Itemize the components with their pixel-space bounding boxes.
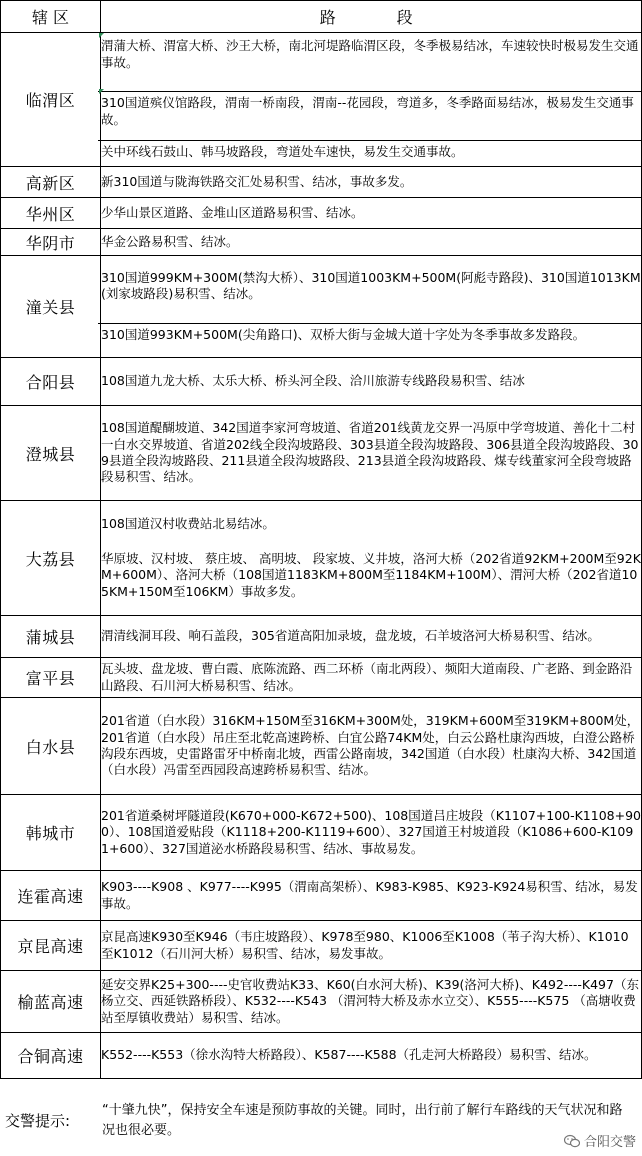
table-row bbox=[1, 616, 642, 658]
road-segment: 201省道（白水段）316KM+150M至316KM+300M处，319KM+600M至319KM+800M处，201省道（白水段）吊庄至北乾高速跨桥、白宜公路74KM处，白云公路杜康沟西坡，白澄公路桥沟段东西坡，史雷路雷牙中桥南北坡，西雷公路南坡，342国道（白水段）杜康沟大桥、342国道（白水段）冯雷至西园段高速跨桥易积雪、结冰。 bbox=[101, 698, 642, 795]
cell-corner-mark bbox=[99, 89, 104, 94]
traffic-police-tip bbox=[0, 1080, 642, 1156]
table-row bbox=[1, 1033, 642, 1079]
tip-text: “十肇九快”，保持安全车速是预防事故的关键。同时，出行前了解行车路线的天气状况和路况也很必要。 bbox=[102, 1103, 623, 1138]
table-row bbox=[1, 229, 642, 256]
road-segment: 渭清线洞耳段、响石盖段，305省道高阳加录坡，盘龙坡，石羊坡洛河大桥易积雪、结冰。 bbox=[101, 616, 642, 658]
table-row bbox=[1, 198, 642, 229]
road-segment: 310国道殡仪馆路段，渭南一桥南段，渭南--花园段，弯道多，冬季路面易结冰，极易发生交通事故。 bbox=[98, 91, 642, 140]
road-segment: 108国道醍醐坡道、342国道李家河弯坡道、省道201线黄龙交界一冯原中学弯坡道、善化十二村一白水交界坡道、省道202线全段沟坡路段、303县道全段沟坡路段、306县道全段沟坡路段、309县道全段沟坡路段、211县道全段沟坡路段、213县道全段沟坡路段、煤专线董家河全段弯坡路段易积雪、结冰。 bbox=[101, 406, 642, 501]
road-segment: 渭蒲大桥、渭富大桥、沙王大桥，南北河堤路临渭区段，冬季极易结冰，车速较快时极易发生交通事故。 bbox=[101, 38, 639, 70]
table-row bbox=[1, 358, 642, 406]
table-header-row bbox=[1, 1, 642, 33]
district-name: 韩城市 bbox=[1, 795, 101, 871]
table-row bbox=[1, 33, 642, 167]
road-segment: 瓦头坡、盘龙坡、曹白霞、底陈流路、西二环桥（南北两段）、频阳大道南段、广老路、到金路沿山路段、石川河大桥易积雪、结冰。 bbox=[101, 658, 642, 698]
road-segment: 少华山景区道路、金堆山区道路易积雪、结冰。 bbox=[101, 198, 642, 229]
road-segment: 310国道993KM+500M(尖角路口)、双桥大街与金城大道十字处为冬季事故多发路段。 bbox=[98, 323, 642, 344]
district-name: 高新区 bbox=[1, 167, 101, 198]
road-segment: 京昆高速K930至K946（韦庄坡路段）、K978至980、K1006至K1008（苇子沟大桥）、K1010至K1012（石川河大桥）易积雪、结冰，易发事故。 bbox=[101, 921, 642, 971]
district-name: 榆蓝高速 bbox=[1, 971, 101, 1033]
table-row bbox=[1, 971, 642, 1033]
district-name: 富平县 bbox=[1, 658, 101, 698]
district-name: 合铜高速 bbox=[1, 1033, 101, 1079]
road-segment: 310国道999KM+300M(禁沟大桥）、310国道1003KM+500M(阿彪寺路段)、310国道1013KM(刘家坡路段)易积雪、结冰。 bbox=[101, 269, 641, 302]
table-row bbox=[1, 167, 642, 198]
district-name: 华州区 bbox=[1, 198, 101, 229]
district-name: 京昆高速 bbox=[1, 921, 101, 971]
district-name: 蒲城县 bbox=[1, 616, 101, 658]
district-name: 华阴市 bbox=[1, 229, 101, 256]
tip-label: 交警提示: bbox=[5, 1112, 71, 1130]
road-cell bbox=[101, 33, 642, 167]
district-name: 潼关县 bbox=[1, 256, 101, 358]
district-name: 合阳县 bbox=[1, 358, 101, 406]
watermark-text: 合阳交警 bbox=[583, 1135, 636, 1150]
road-segment: 关中环线石鼓山、韩马坡路段，弯道处车速快，易发生交通事故。 bbox=[98, 140, 642, 161]
road-segment: 新310国道与陇海铁路交汇处易积雪、结冰，事故多发。 bbox=[101, 167, 642, 198]
table-row bbox=[1, 406, 642, 501]
cell-corner-mark bbox=[99, 33, 104, 38]
road-segment: 华原坡、汉村坡、 蔡庄坡、 高明坡、 段家坡、义井坡，洛河大桥（202省道92KM+200M至92KM+600M）、洛河大桥（108国道1183KM+800M至1184KM+100M）、渭河大桥（202省道105KM+150M至106KM）事故多发。 bbox=[101, 551, 641, 599]
table-row bbox=[1, 795, 642, 871]
district-name: 大荔县 bbox=[1, 501, 101, 616]
district-column-header: 辖 区 bbox=[1, 1, 101, 33]
road-cell bbox=[101, 501, 642, 616]
table-row bbox=[1, 921, 642, 971]
table-row bbox=[1, 871, 642, 921]
road-segment: 201省道桑树坪隧道段(K670+000-K672+500)、108国道吕庄坡段（K1107+100-K1108+900）、108国道爱贴段（K1118+200-K1119+600）、327国道王村坡道段（K1086+600-K1091+600）、327国道泌水桥路段易积雪、结冰、事故易发。 bbox=[101, 795, 642, 871]
district-name: 临渭区 bbox=[1, 33, 101, 167]
table-row bbox=[1, 501, 642, 616]
wechat-icon bbox=[564, 1134, 580, 1148]
table-row bbox=[1, 256, 642, 358]
road-segment: 108国道汉村收费站北易结冰。 bbox=[101, 516, 275, 532]
road-segment: K903----K908 、K977----K995（渭南高架桥）、K983-K985、K923-K924易积雪、结冰，易发事故。 bbox=[101, 871, 642, 921]
district-name: 白水县 bbox=[1, 698, 101, 795]
road-segment: 延安交界K25+300----史官收费站K33、K60(白水河大桥)、K39(洛河大桥)、K492----K497（东杨立交、西延铁路桥段）、K532----K543 （渭河特大桥及赤水立交）、K555----K575 （高塘收费站至厚镇收费站）易积雪、结冰。 bbox=[101, 971, 642, 1033]
table-row bbox=[1, 658, 642, 698]
watermark bbox=[564, 1131, 636, 1150]
district-name: 澄城县 bbox=[1, 406, 101, 501]
road-segment: 108国道九龙大桥、太乐大桥、桥头河全段、洽川旅游专线路段易积雪、结冰 bbox=[101, 358, 642, 406]
road-cell bbox=[101, 256, 642, 358]
road-segment: 华金公路易积雪、结冰。 bbox=[101, 229, 642, 256]
district-name: 连霍高速 bbox=[1, 871, 101, 921]
road-segment: K552----K553（徐水沟特大桥路段）、K587----K588（孔走河大桥路段）易积雪、结冰。 bbox=[101, 1033, 642, 1079]
table-row bbox=[1, 698, 642, 795]
road-column-header: 路 段 bbox=[101, 1, 642, 33]
